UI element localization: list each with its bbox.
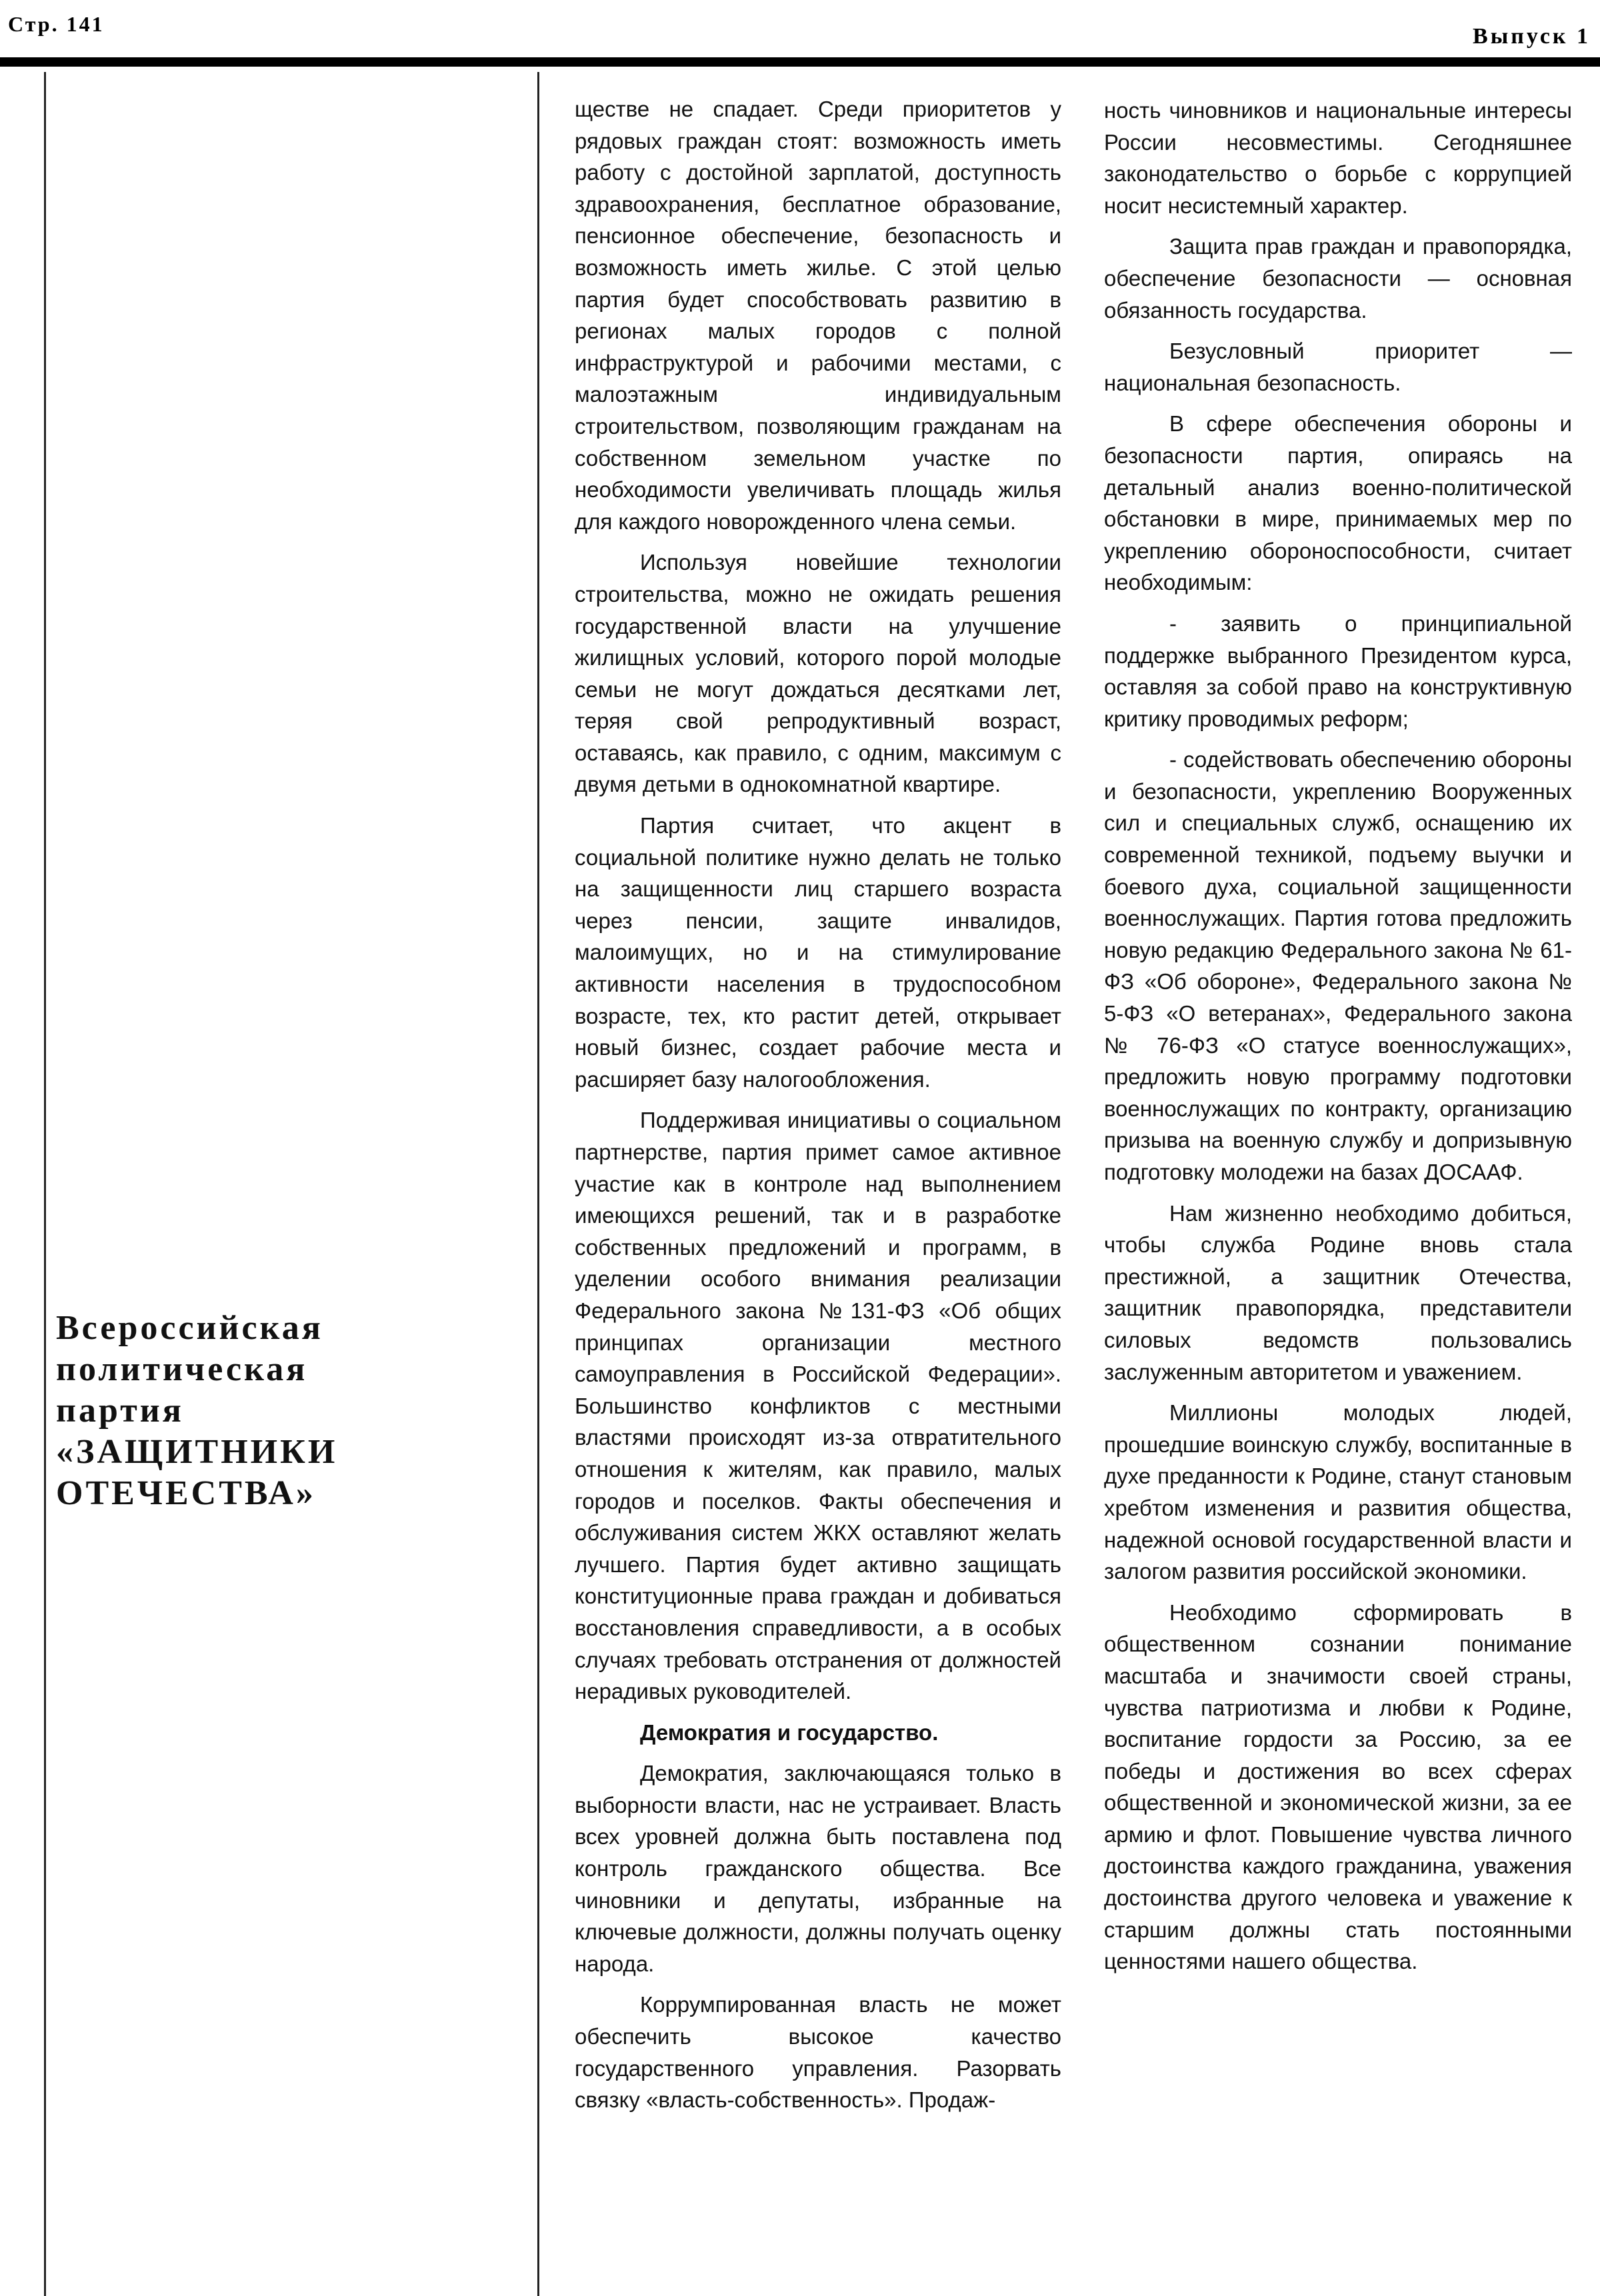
party-title-line: «ЗАЩИТНИКИ (56, 1433, 338, 1471)
paragraph: Миллионы молодых людей, прошедшие воинскую службу, воспитанные в духе преданности к Родине, станут становым хребтом изменения и развития общества, надежной основой государственной власти и залогом развития российской экономики. (1104, 1400, 1572, 1584)
paragraph: Коррумпированная власть не может обеспечить высокое качество государственного управления. Разорвать связку «власть-собственность». Продаж- (575, 1992, 1061, 2113)
paragraph: ществе не спадает. Среди приоритетов у рядовых граждан стоят: возможность иметь работу с достойной зарплатой, доступность здравоохранения, бесплатное образование, пенсионное обеспечение, безопасность и возможность иметь жилье. С этой целью партия будет способствовать развитию в регионах малых городов с полной инфраструктурой и рабочими местами, с малоэтажным индивидуальным строительством, позволяющим гражданам на собственном земельном участке по необходимости увеличивать площадь жилья для каждого новорожденного члена семьи. (575, 97, 1061, 534)
header-rule (0, 57, 1600, 67)
issue-number: Выпуск 1 (1473, 24, 1591, 49)
party-title-line: партия (56, 1392, 184, 1430)
text-column-2 (1104, 95, 1572, 1987)
paragraph: Нам жизненно необходимо добиться, чтобы служба Родине вновь стала престижной, а защитник Отечества, защитник правопорядка, представители силовых ведомств пользовались заслуженным авторитетом и уважением. (1104, 1200, 1572, 1384)
list-item: - заявить о принципиальной поддержке выбранного Президентом курса, оставляя за собой право на конструктивную критику проводимых реформ; (1104, 610, 1572, 731)
left-column-rule (44, 72, 46, 2296)
paragraph: В сфере обеспечения обороны и безопасности партия, опираясь на детальный анализ военно-политической обстановки в мире, принимаемых мер по укреплению обороноспособности, считает необходимым: (1104, 411, 1572, 595)
page-number: Стр. 141 (8, 12, 105, 36)
section-heading: Демократия и государство. (640, 1720, 939, 1745)
paragraph: Необходимо сформировать в общественном сознании понимание масштаба и значимости своей страны, чувства патриотизма и любви к Родине, воспитание гордости за Россию, за ее победы и достижения во всех сферах общественной и экономической жизни, за ее армию и флот. Повышение чувства личного достоинства каждого гражданина, уважения достоинства другого человека и уважение к старшим должны стать постоянными ценностями нашего общества. (1104, 1600, 1572, 1974)
text-column-1 (575, 93, 1061, 2125)
paragraph: Используя новейшие технологии строительства, можно не ожидать решения государственной власти на улучшение жилищных условий, которого порой молодые семьи не могут дождаться десятками лет, теряя свой репродуктивный возраст, оставаясь, как правило, с одним, максимум с двумя детьми в однокомнатной квартире. (575, 550, 1061, 797)
paragraph: Демократия, заключающаяся только в выборности власти, нас не устраивает. Власть всех уровней должна быть поставлена под контроль гражданского общества. Все чиновники и депутаты, избранные на ключевые должности, должны получать оценку народа. (575, 1761, 1061, 1976)
paragraph: ность чиновников и национальные интересы России несовместимы. Сегодняшнее законодательство о борьбе с коррупцией носит несистемный характер. (1104, 98, 1572, 218)
paragraph: Поддерживая инициативы о социальном партнерстве, партия примет самое активное участие как в контроле над выполнением имеющихся решений, так и в разработке собственных предложений и программ, в уделении особого внимания реализации Федерального закона №131-ФЗ «Об общих принципах организации местного самоуправления в Российской Федерации». Большинство конфликтов с местными властями происходят из-за отвратительного отношения к жителям, как правило, малых городов и поселков. Факты обеспечения и обслуживания систем ЖКХ оставляют желать лучшего. Партия будет активно защищать конституционные права граждан и добиваться восстановления справедливости, а в особых случаях требовать отстранения от должностей нерадивых руководителей. (575, 1108, 1061, 1704)
sidebar-divider (537, 72, 539, 2296)
list-item: - содействовать обеспечению обороны и безопасности, укреплению Вооруженных сил и специальных служб, оснащению их современной техникой, подъему выучки и боевого духа, социальной защищенности военнослужащих. Партия готова предложить новую редакцию Федерального закона № 61-ФЗ «Об обороне», Федерального закона № 5-ФЗ «О ветеранах», Федерального закона № 76-ФЗ «О статусе военнослужащих», предложить новую программу подготовки военнослужащих по контракту, организацию призыва на военную службу и допризывную подготовку молодежи на базах ДОСААФ. (1104, 747, 1572, 1184)
party-title (56, 1308, 523, 1514)
party-title-line: ОТЕЧЕСТВА» (56, 1474, 316, 1512)
paragraph: Защита прав граждан и правопорядка, обеспечение безопасности — основная обязанность государства. (1104, 234, 1572, 323)
paragraph: Партия считает, что акцент в социальной политике нужно делать не только на защищенности лиц старшего возраста через пенсии, защите инвалидов, малоимущих, но и на стимулирование активности населения в трудоспособном возрасте, тех, кто растит детей, открывает новый бизнес, создает рабочие места и расширяет базу налогообложения. (575, 813, 1061, 1092)
party-title-line: Всероссийская (56, 1309, 323, 1347)
party-title-line: политическая (56, 1350, 308, 1388)
paragraph: Безусловный приоритет — национальная безопасность. (1104, 339, 1572, 395)
